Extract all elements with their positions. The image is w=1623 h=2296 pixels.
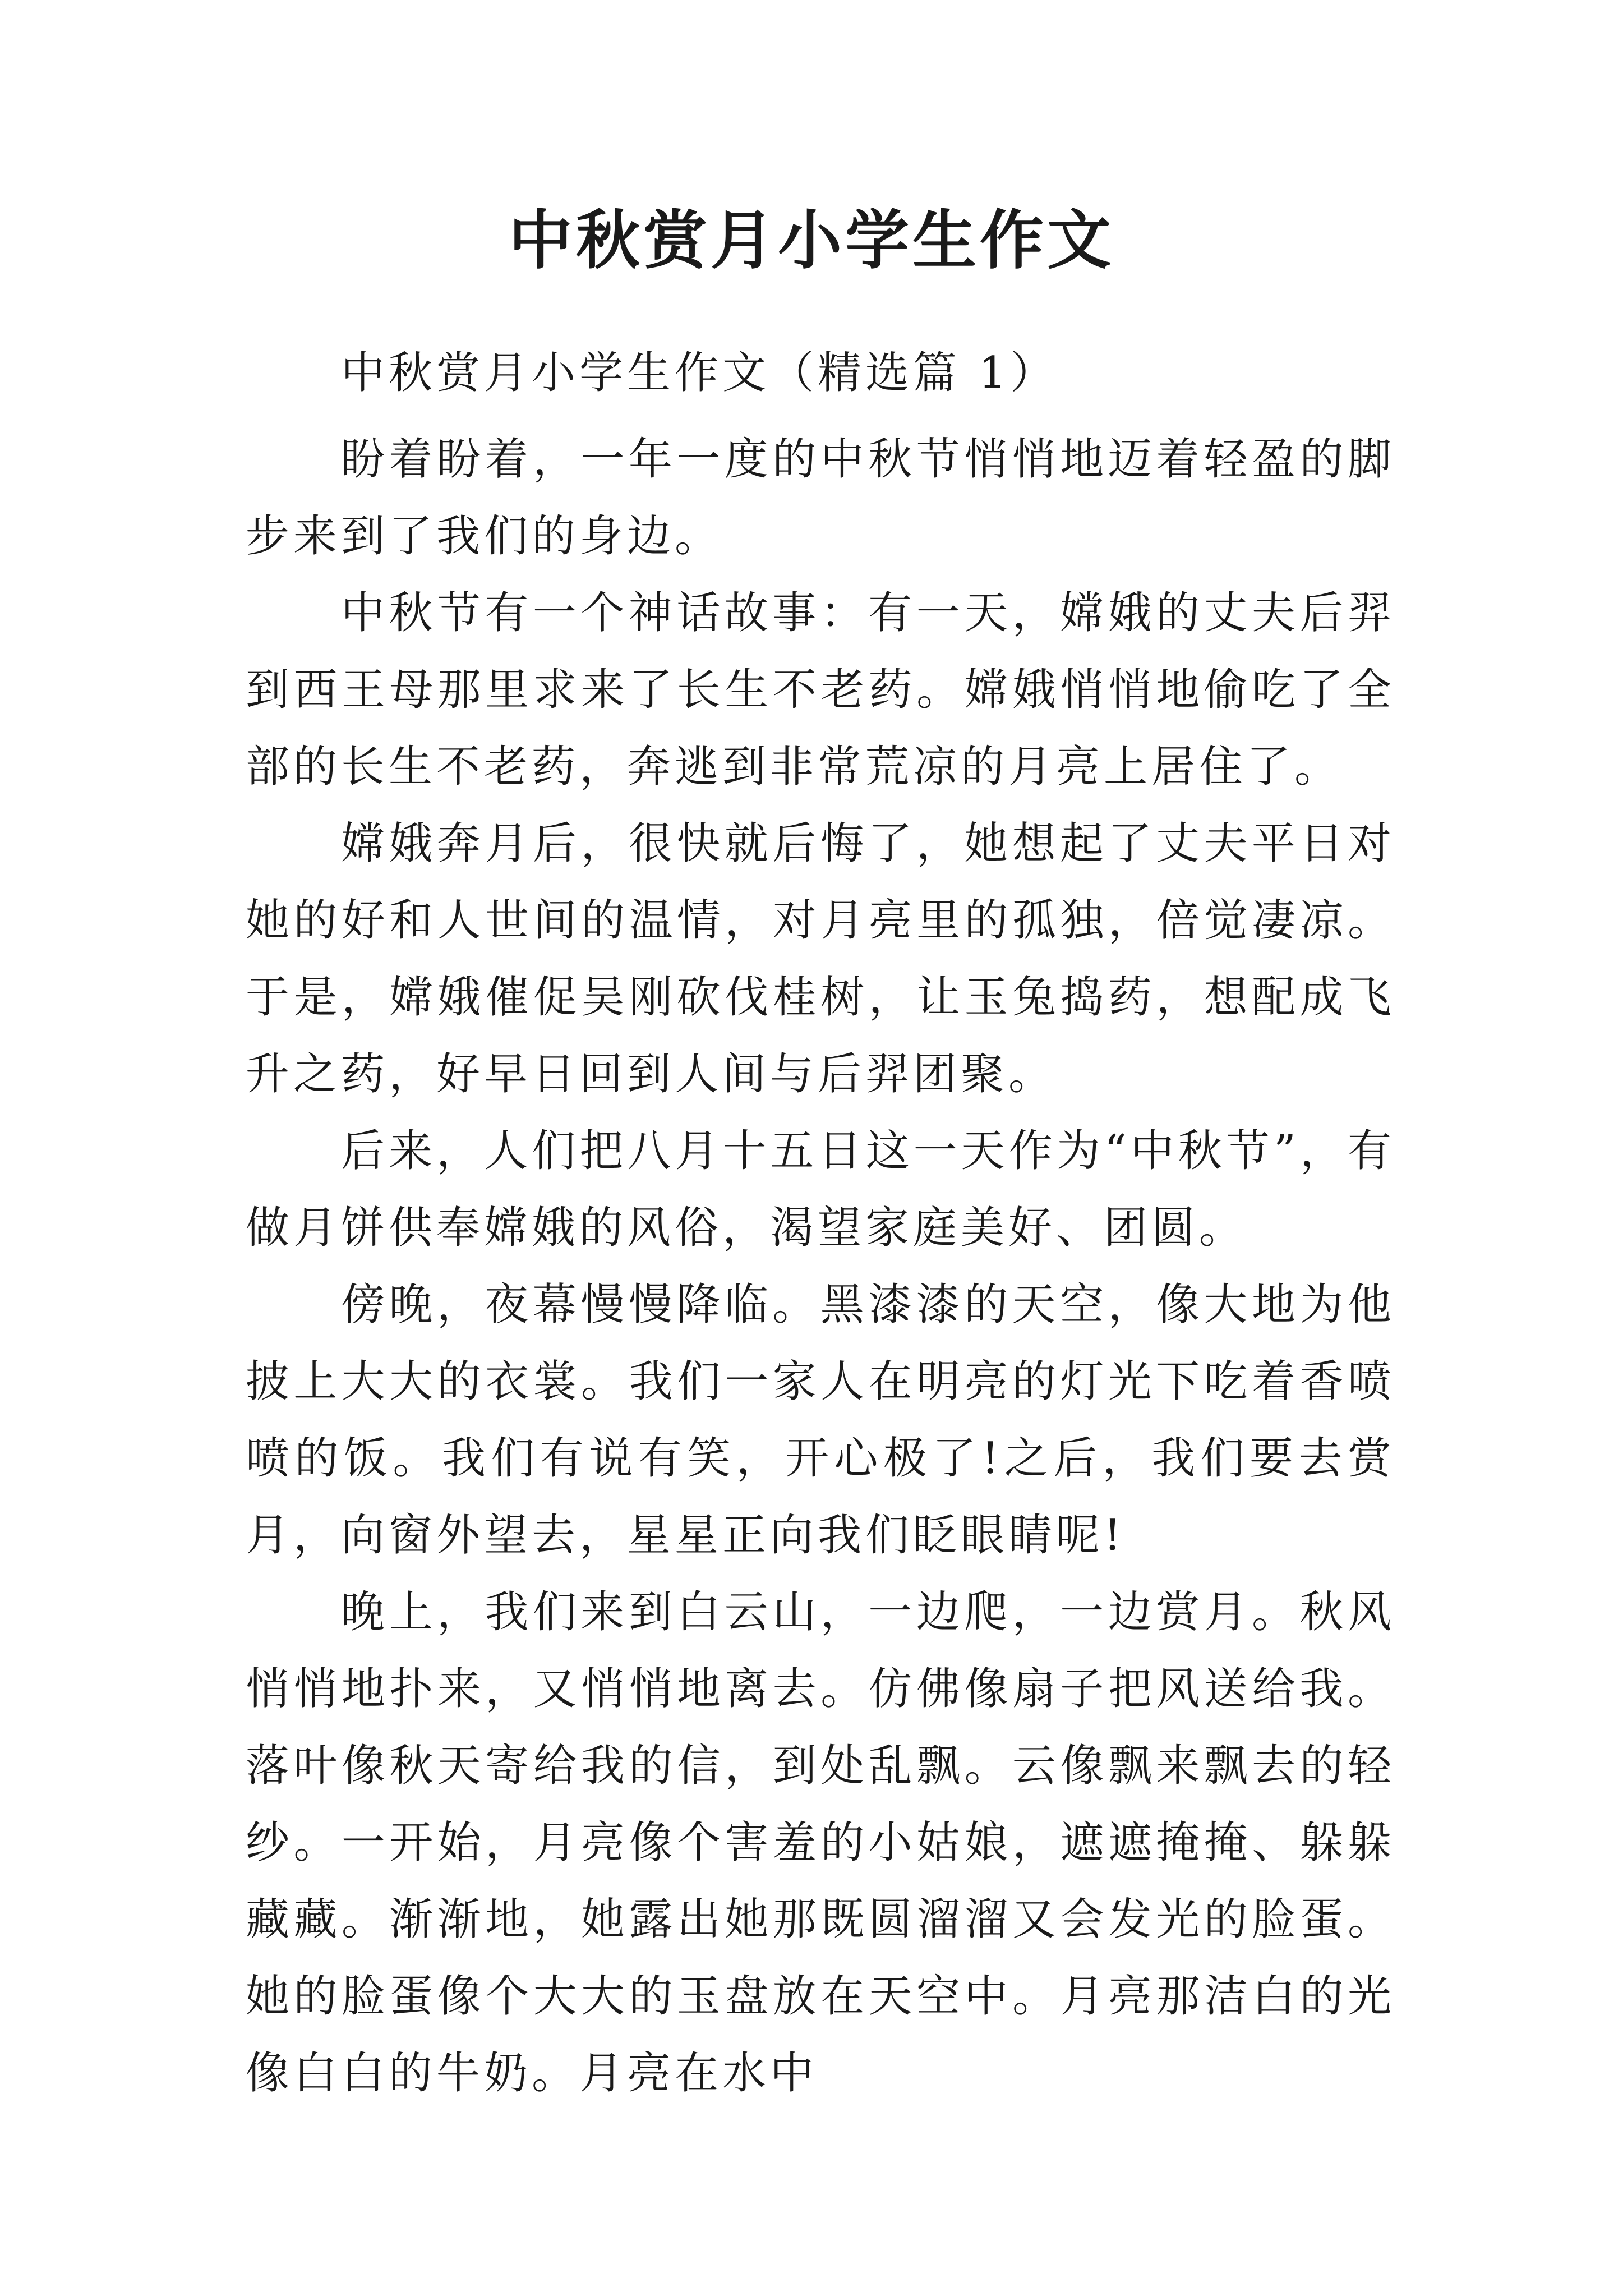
paragraph: 晚上，我们来到白云山，一边爬，一边赏月。秋风悄悄地扑来，又悄悄地离去。仿佛像扇子把风送给我。落叶像秋天寄给我的信，到处乱飘。云像飘来飘去的轻纱。一开始，月亮像个害羞的小姑娘，遮遮掩掩、躲躲藏藏。渐渐地，她露出她那既圆溜溜又会发光的脸蛋。她的脸蛋像个大大的玉盘放在天空中。月亮那洁白的光像白白的牛奶。月亮在水中: [246, 1587, 1395, 2099]
document-title: 中秋赏月小学生作文: [508, 203, 1114, 278]
section-heading: 中秋赏月小学生作文（精选篇 1）: [341, 348, 1058, 398]
paragraph: 盼着盼着，一年一度的中秋节悄悄地迈着轻盈的脚步来到了我们的身边。: [246, 434, 1395, 562]
paragraph: 中秋节有一个神话故事：有一天，嫦娥的丈夫后羿到西王母那里求来了长生不老药。嫦娥悄悄地偷吃了全部的长生不老药，奔逃到非常荒凉的月亮上居住了。: [246, 588, 1395, 792]
document-body: [246, 335, 1395, 2112]
paragraph: 嫦娥奔月后，很快就后悔了，她想起了丈夫平日对她的好和人世间的温情，对月亮里的孤独，倍觉凄凉。于是，嫦娥催促吴刚砍伐桂树，让玉兔捣药，想配成飞升之药，好早日回到人间与后羿团聚。: [246, 818, 1395, 1099]
paragraph: 后来，人们把八月十五日这一天作为“中秋节”，有做月饼供奉嫦娥的风俗，渴望家庭美好、团圆。: [246, 1126, 1395, 1253]
paragraph: 傍晚，夜幕慢慢降临。黑漆漆的天空，像大地为他披上大大的衣裳。我们一家人在明亮的灯光下吃着香喷喷的饭。我们有说有笑，开心极了!之后，我们要去赏月，向窗外望去，星星正向我们眨眼睛呢!: [246, 1280, 1395, 1561]
